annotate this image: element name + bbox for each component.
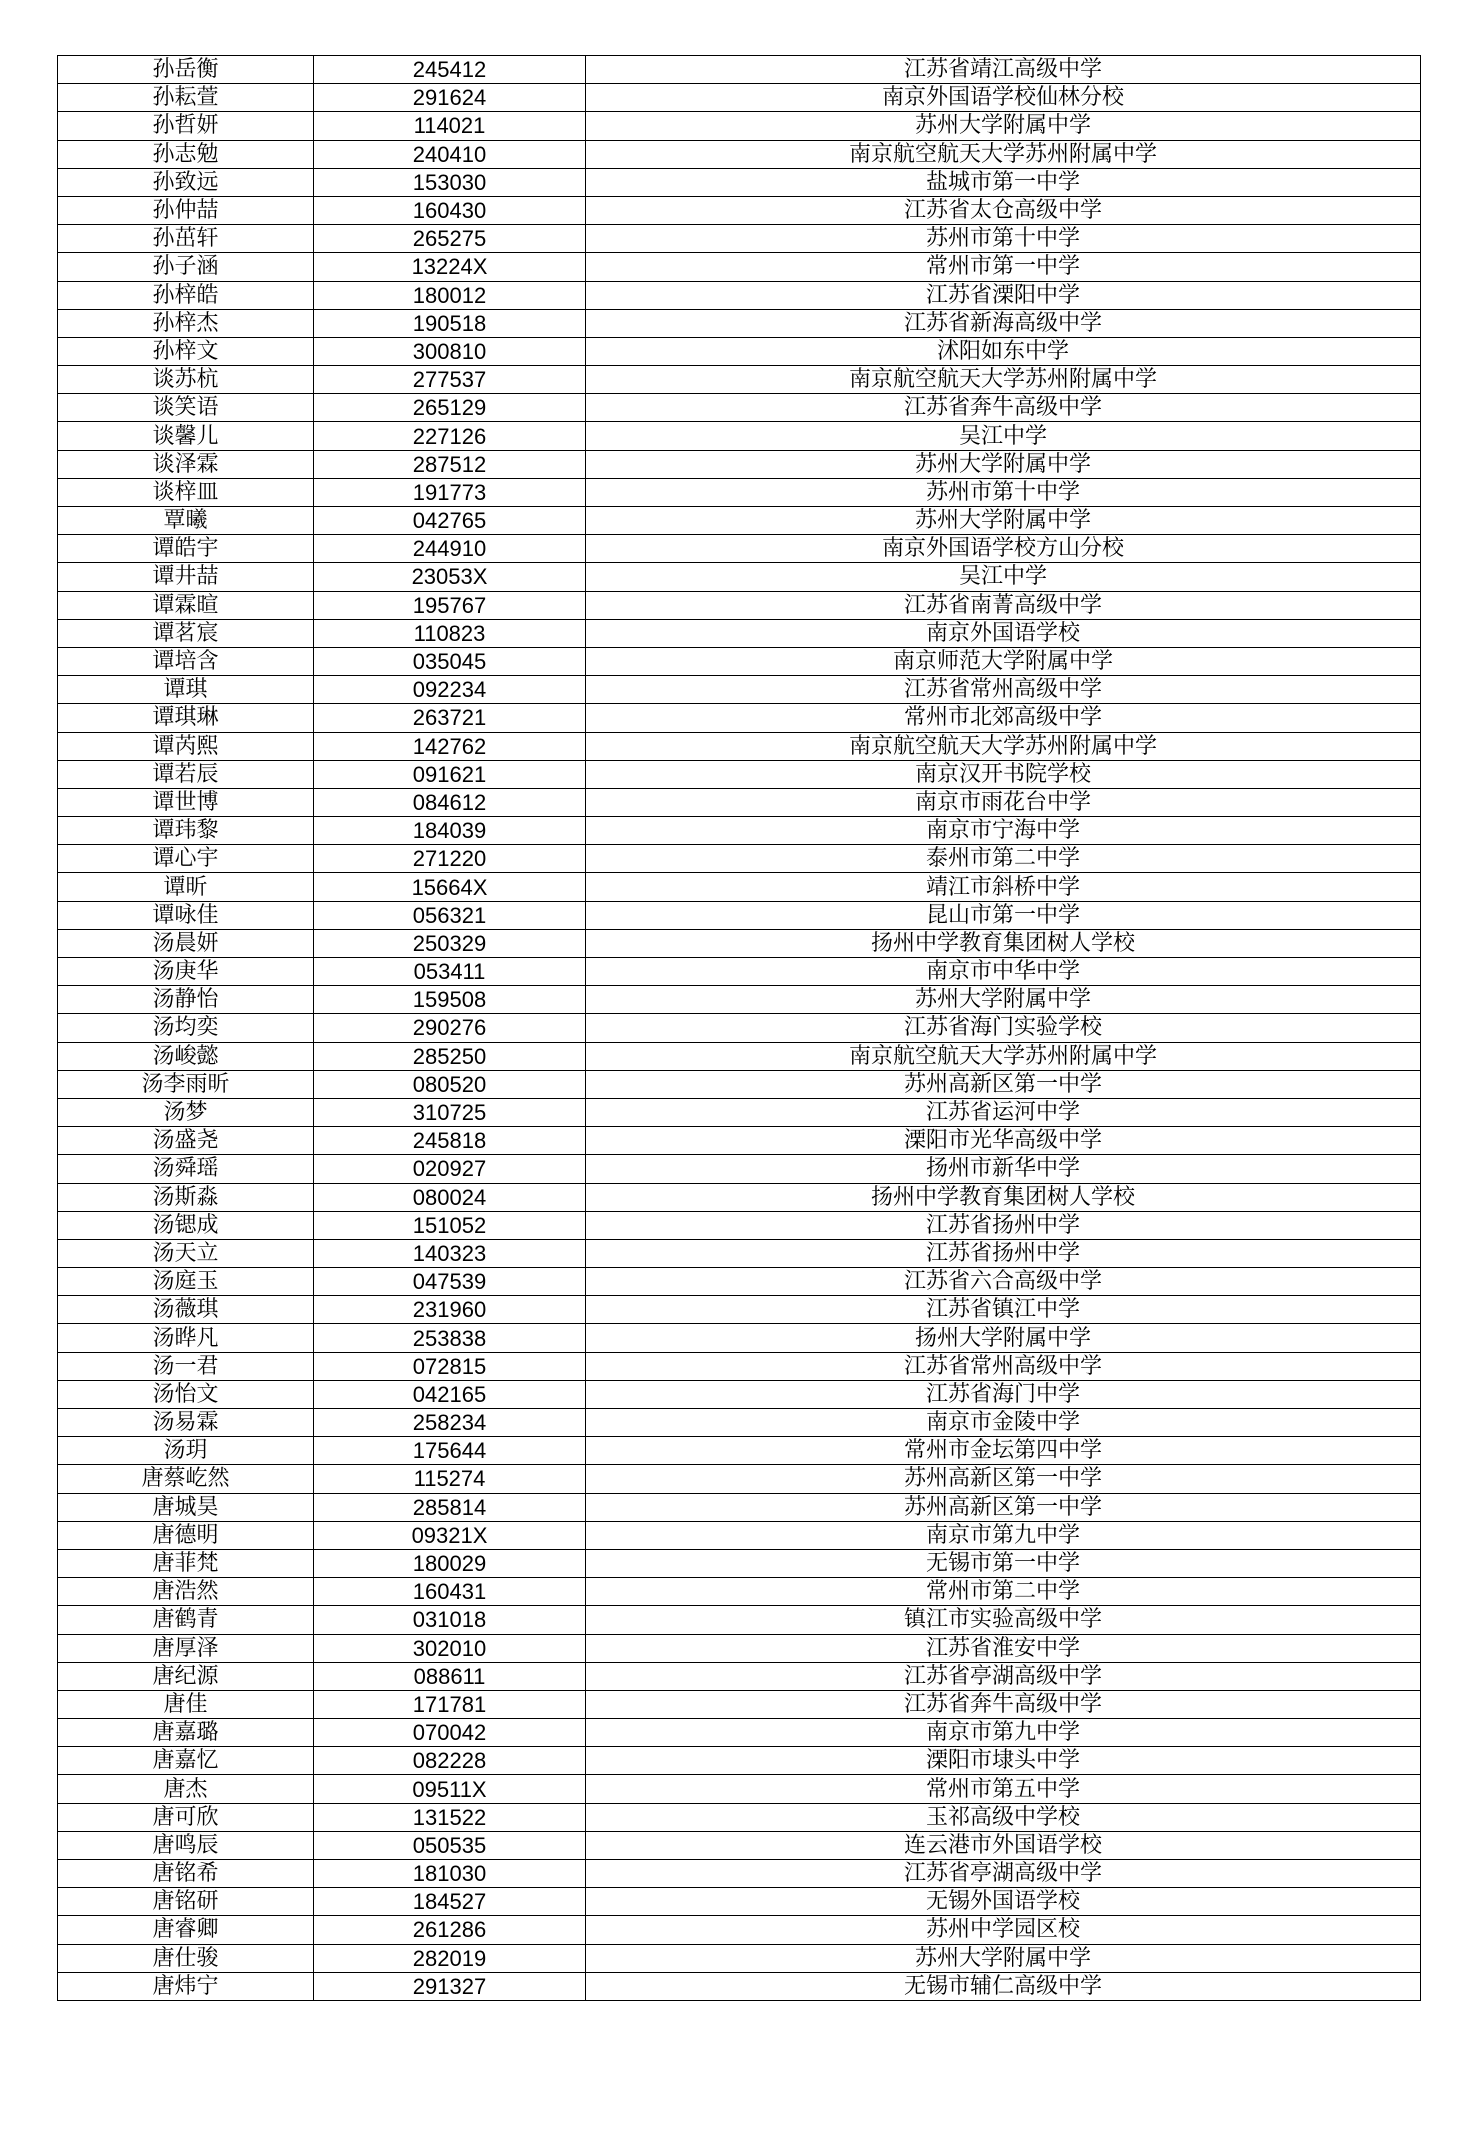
table-row: [58, 873, 1421, 901]
school-name-cell: 常州市第五中学: [586, 1775, 1421, 1803]
table-row: [58, 845, 1421, 873]
table-row: [58, 112, 1421, 140]
student-id-cell: 131522: [314, 1803, 586, 1831]
student-id-cell: 171781: [314, 1690, 586, 1718]
student-id-cell: 263721: [314, 704, 586, 732]
school-name-cell: 江苏省海门实验学校: [586, 1014, 1421, 1042]
student-name-cell: 汤庚华: [58, 958, 314, 986]
student-name-cell: 唐菲梵: [58, 1549, 314, 1577]
student-name-cell: 汤天立: [58, 1239, 314, 1267]
student-name-cell: 唐厚泽: [58, 1634, 314, 1662]
table-row: [58, 1296, 1421, 1324]
table-row: [58, 788, 1421, 816]
student-id-cell: 110823: [314, 619, 586, 647]
school-name-cell: 南京航空航天大学苏州附属中学: [586, 732, 1421, 760]
table-row: [58, 309, 1421, 337]
student-id-cell: 160430: [314, 196, 586, 224]
school-name-cell: 南京市雨花台中学: [586, 788, 1421, 816]
student-id-cell: 180029: [314, 1549, 586, 1577]
student-id-cell: 020927: [314, 1155, 586, 1183]
student-name-cell: 汤玥: [58, 1437, 314, 1465]
student-id-cell: 291624: [314, 84, 586, 112]
school-name-cell: 江苏省常州高级中学: [586, 1352, 1421, 1380]
student-name-cell: 汤盛尧: [58, 1127, 314, 1155]
student-id-cell: 190518: [314, 309, 586, 337]
school-name-cell: 江苏省溧阳中学: [586, 281, 1421, 309]
table-row: [58, 1324, 1421, 1352]
table-row: [58, 619, 1421, 647]
table-row: [58, 1578, 1421, 1606]
table-row: [58, 281, 1421, 309]
school-name-cell: 吴江中学: [586, 422, 1421, 450]
school-name-cell: 扬州市新华中学: [586, 1155, 1421, 1183]
table-row: [58, 422, 1421, 450]
school-name-cell: 镇江市实验高级中学: [586, 1606, 1421, 1634]
school-name-cell: 沭阳如东中学: [586, 337, 1421, 365]
table-row: [58, 1775, 1421, 1803]
school-name-cell: 江苏省靖江高级中学: [586, 56, 1421, 84]
table-row: [58, 1747, 1421, 1775]
student-name-cell: 孙梓杰: [58, 309, 314, 337]
school-name-cell: 苏州高新区第一中学: [586, 1070, 1421, 1098]
table-row: [58, 1098, 1421, 1126]
student-id-cell: 265275: [314, 225, 586, 253]
student-name-cell: 孙仲喆: [58, 196, 314, 224]
table-row: [58, 337, 1421, 365]
student-id-cell: 084612: [314, 788, 586, 816]
student-id-cell: 053411: [314, 958, 586, 986]
table-row: [58, 507, 1421, 535]
table-row: [58, 56, 1421, 84]
school-name-cell: 江苏省运河中学: [586, 1098, 1421, 1126]
table-row: [58, 1521, 1421, 1549]
table-row: [58, 704, 1421, 732]
table-row: [58, 563, 1421, 591]
school-name-cell: 南京外国语学校仙林分校: [586, 84, 1421, 112]
student-id-cell: 271220: [314, 845, 586, 873]
student-name-cell: 唐浩然: [58, 1578, 314, 1606]
student-id-cell: 231960: [314, 1296, 586, 1324]
table-row: [58, 1183, 1421, 1211]
student-name-cell: 汤薇琪: [58, 1296, 314, 1324]
school-name-cell: 无锡市第一中学: [586, 1549, 1421, 1577]
student-id-cell: 265129: [314, 394, 586, 422]
student-name-cell: 孙茁轩: [58, 225, 314, 253]
student-id-cell: 142762: [314, 732, 586, 760]
table-row: [58, 1155, 1421, 1183]
student-name-cell: 孙哲妍: [58, 112, 314, 140]
student-name-cell: 汤斯淼: [58, 1183, 314, 1211]
student-id-cell: 031018: [314, 1606, 586, 1634]
student-id-cell: 184527: [314, 1888, 586, 1916]
student-id-cell: 056321: [314, 901, 586, 929]
student-name-cell: 唐蔡屹然: [58, 1465, 314, 1493]
table-row: [58, 253, 1421, 281]
school-name-cell: 江苏省奔牛高级中学: [586, 394, 1421, 422]
school-name-cell: 江苏省扬州中学: [586, 1239, 1421, 1267]
table-row: [58, 647, 1421, 675]
student-id-cell: 240410: [314, 140, 586, 168]
student-name-cell: 谭井喆: [58, 563, 314, 591]
school-name-cell: 常州市第一中学: [586, 253, 1421, 281]
school-name-cell: 江苏省常州高级中学: [586, 676, 1421, 704]
table-row: [58, 676, 1421, 704]
school-name-cell: 常州市金坛第四中学: [586, 1437, 1421, 1465]
student-name-cell: 汤怡文: [58, 1380, 314, 1408]
student-name-cell: 唐鹤青: [58, 1606, 314, 1634]
school-name-cell: 江苏省六合高级中学: [586, 1268, 1421, 1296]
school-name-cell: 南京市宁海中学: [586, 817, 1421, 845]
student-id-cell: 245818: [314, 1127, 586, 1155]
school-name-cell: 盐城市第一中学: [586, 168, 1421, 196]
student-name-cell: 唐杰: [58, 1775, 314, 1803]
student-name-cell: 汤李雨昕: [58, 1070, 314, 1098]
student-name-cell: 唐睿卿: [58, 1916, 314, 1944]
school-name-cell: 连云港市外国语学校: [586, 1831, 1421, 1859]
school-name-cell: 溧阳市光华高级中学: [586, 1127, 1421, 1155]
table-row: [58, 1944, 1421, 1972]
student-id-cell: 261286: [314, 1916, 586, 1944]
school-name-cell: 江苏省亭湖高级中学: [586, 1662, 1421, 1690]
school-name-cell: 江苏省南菁高级中学: [586, 591, 1421, 619]
table-row: [58, 1831, 1421, 1859]
student-name-cell: 唐炜宁: [58, 1972, 314, 2000]
school-name-cell: 无锡市辅仁高级中学: [586, 1972, 1421, 2000]
student-id-cell: 23053X: [314, 563, 586, 591]
student-name-cell: 谭玮黎: [58, 817, 314, 845]
student-id-cell: 140323: [314, 1239, 586, 1267]
student-id-cell: 244910: [314, 535, 586, 563]
student-id-cell: 277537: [314, 366, 586, 394]
student-name-cell: 汤梦: [58, 1098, 314, 1126]
student-id-cell: 151052: [314, 1211, 586, 1239]
student-id-cell: 291327: [314, 1972, 586, 2000]
school-name-cell: 江苏省海门中学: [586, 1380, 1421, 1408]
table-row: [58, 1070, 1421, 1098]
table-row: [58, 140, 1421, 168]
school-name-cell: 苏州高新区第一中学: [586, 1465, 1421, 1493]
student-name-cell: 谭皓宇: [58, 535, 314, 563]
student-name-cell: 孙耘萱: [58, 84, 314, 112]
table-row: [58, 535, 1421, 563]
school-name-cell: 泰州市第二中学: [586, 845, 1421, 873]
school-name-cell: 苏州大学附属中学: [586, 112, 1421, 140]
student-name-cell: 谭咏佳: [58, 901, 314, 929]
student-id-cell: 153030: [314, 168, 586, 196]
table-row: [58, 478, 1421, 506]
student-name-cell: 汤易霖: [58, 1409, 314, 1437]
student-id-cell: 285814: [314, 1493, 586, 1521]
table-row: [58, 1409, 1421, 1437]
table-row: [58, 366, 1421, 394]
student-name-cell: 汤舜瑶: [58, 1155, 314, 1183]
school-name-cell: 江苏省镇江中学: [586, 1296, 1421, 1324]
student-name-cell: 唐城昊: [58, 1493, 314, 1521]
student-name-cell: 汤峻懿: [58, 1042, 314, 1070]
student-name-cell: 唐纪源: [58, 1662, 314, 1690]
table-row: [58, 394, 1421, 422]
school-name-cell: 苏州高新区第一中学: [586, 1493, 1421, 1521]
student-name-cell: 唐嘉璐: [58, 1719, 314, 1747]
table-row: [58, 732, 1421, 760]
school-name-cell: 南京市金陵中学: [586, 1409, 1421, 1437]
table-row: [58, 901, 1421, 929]
table-row: [58, 1888, 1421, 1916]
student-name-cell: 谭心宇: [58, 845, 314, 873]
school-name-cell: 南京航空航天大学苏州附属中学: [586, 140, 1421, 168]
student-name-cell: 谭昕: [58, 873, 314, 901]
student-name-cell: 汤一君: [58, 1352, 314, 1380]
school-name-cell: 南京市第九中学: [586, 1521, 1421, 1549]
school-name-cell: 苏州大学附属中学: [586, 507, 1421, 535]
school-name-cell: 扬州中学教育集团树人学校: [586, 1183, 1421, 1211]
table-row: [58, 1803, 1421, 1831]
student-name-cell: 谈苏杭: [58, 366, 314, 394]
student-id-cell: 175644: [314, 1437, 586, 1465]
table-row: [58, 1014, 1421, 1042]
school-name-cell: 苏州市第十中学: [586, 225, 1421, 253]
student-id-cell: 180012: [314, 281, 586, 309]
school-name-cell: 溧阳市埭头中学: [586, 1747, 1421, 1775]
school-name-cell: 常州市第二中学: [586, 1578, 1421, 1606]
student-id-cell: 253838: [314, 1324, 586, 1352]
student-id-cell: 287512: [314, 450, 586, 478]
student-name-cell: 谭茗宸: [58, 619, 314, 647]
student-id-cell: 042765: [314, 507, 586, 535]
student-name-cell: 汤晨妍: [58, 929, 314, 957]
table-row: [58, 1860, 1421, 1888]
school-name-cell: 江苏省奔牛高级中学: [586, 1690, 1421, 1718]
student-id-cell: 258234: [314, 1409, 586, 1437]
table-row: [58, 1916, 1421, 1944]
student-id-cell: 285250: [314, 1042, 586, 1070]
table-row: [58, 817, 1421, 845]
student-name-cell: 谭芮熙: [58, 732, 314, 760]
school-name-cell: 苏州大学附属中学: [586, 450, 1421, 478]
student-id-cell: 227126: [314, 422, 586, 450]
table-row: [58, 1606, 1421, 1634]
student-id-cell: 114021: [314, 112, 586, 140]
school-name-cell: 苏州大学附属中学: [586, 986, 1421, 1014]
school-name-cell: 苏州大学附属中学: [586, 1944, 1421, 1972]
student-id-cell: 035045: [314, 647, 586, 675]
student-name-cell: 唐德明: [58, 1521, 314, 1549]
student-name-cell: 唐嘉忆: [58, 1747, 314, 1775]
school-name-cell: 南京师范大学附属中学: [586, 647, 1421, 675]
student-name-cell: 孙梓皓: [58, 281, 314, 309]
table-row: [58, 1549, 1421, 1577]
student-id-cell: 310725: [314, 1098, 586, 1126]
student-id-cell: 302010: [314, 1634, 586, 1662]
school-name-cell: 江苏省太仓高级中学: [586, 196, 1421, 224]
student-id-cell: 080520: [314, 1070, 586, 1098]
table-row: [58, 450, 1421, 478]
roster-table-body: [58, 56, 1421, 2001]
school-name-cell: 扬州中学教育集团树人学校: [586, 929, 1421, 957]
table-row: [58, 1211, 1421, 1239]
student-id-cell: 050535: [314, 1831, 586, 1859]
student-id-cell: 13224X: [314, 253, 586, 281]
table-row: [58, 591, 1421, 619]
table-row: [58, 760, 1421, 788]
student-name-cell: 谭若辰: [58, 760, 314, 788]
student-name-cell: 孙子涵: [58, 253, 314, 281]
table-row: [58, 1352, 1421, 1380]
table-row: [58, 1437, 1421, 1465]
student-name-cell: 汤均奕: [58, 1014, 314, 1042]
school-name-cell: 南京外国语学校方山分校: [586, 535, 1421, 563]
student-id-cell: 09511X: [314, 1775, 586, 1803]
student-name-cell: 谈馨儿: [58, 422, 314, 450]
table-row: [58, 1042, 1421, 1070]
student-name-cell: 谈泽霖: [58, 450, 314, 478]
school-name-cell: 南京外国语学校: [586, 619, 1421, 647]
school-name-cell: 昆山市第一中学: [586, 901, 1421, 929]
student-name-cell: 唐仕骏: [58, 1944, 314, 1972]
student-id-cell: 070042: [314, 1719, 586, 1747]
school-name-cell: 南京航空航天大学苏州附属中学: [586, 366, 1421, 394]
student-id-cell: 160431: [314, 1578, 586, 1606]
student-name-cell: 唐铭研: [58, 1888, 314, 1916]
school-name-cell: 南京航空航天大学苏州附属中学: [586, 1042, 1421, 1070]
roster-sheet: [57, 55, 1420, 2001]
table-row: [58, 196, 1421, 224]
school-name-cell: 靖江市斜桥中学: [586, 873, 1421, 901]
table-row: [58, 986, 1421, 1014]
school-name-cell: 苏州市第十中学: [586, 478, 1421, 506]
student-id-cell: 091621: [314, 760, 586, 788]
student-id-cell: 250329: [314, 929, 586, 957]
table-row: [58, 1239, 1421, 1267]
school-name-cell: 扬州大学附属中学: [586, 1324, 1421, 1352]
student-id-cell: 088611: [314, 1662, 586, 1690]
student-name-cell: 唐铭希: [58, 1860, 314, 1888]
student-name-cell: 唐佳: [58, 1690, 314, 1718]
table-row: [58, 929, 1421, 957]
school-name-cell: 吴江中学: [586, 563, 1421, 591]
table-row: [58, 1634, 1421, 1662]
school-name-cell: 南京市中华中学: [586, 958, 1421, 986]
school-name-cell: 南京汉开书院学校: [586, 760, 1421, 788]
school-name-cell: 南京市第九中学: [586, 1719, 1421, 1747]
school-name-cell: 江苏省亭湖高级中学: [586, 1860, 1421, 1888]
student-name-cell: 孙岳衡: [58, 56, 314, 84]
student-name-cell: 孙志勉: [58, 140, 314, 168]
student-name-cell: 孙梓文: [58, 337, 314, 365]
student-id-cell: 042165: [314, 1380, 586, 1408]
school-name-cell: 江苏省扬州中学: [586, 1211, 1421, 1239]
table-row: [58, 958, 1421, 986]
table-row: [58, 1719, 1421, 1747]
table-row: [58, 1268, 1421, 1296]
student-name-cell: 谭琪琳: [58, 704, 314, 732]
student-name-cell: 汤晔凡: [58, 1324, 314, 1352]
student-id-cell: 245412: [314, 56, 586, 84]
student-id-cell: 115274: [314, 1465, 586, 1493]
student-name-cell: 谈梓皿: [58, 478, 314, 506]
school-name-cell: 无锡外国语学校: [586, 1888, 1421, 1916]
school-name-cell: 苏州中学园区校: [586, 1916, 1421, 1944]
student-name-cell: 谭世博: [58, 788, 314, 816]
student-name-cell: 谭琪: [58, 676, 314, 704]
table-row: [58, 1690, 1421, 1718]
table-row: [58, 225, 1421, 253]
table-row: [58, 1662, 1421, 1690]
student-name-cell: 孙致远: [58, 168, 314, 196]
student-id-cell: 159508: [314, 986, 586, 1014]
table-row: [58, 1465, 1421, 1493]
student-id-cell: 15664X: [314, 873, 586, 901]
table-row: [58, 1493, 1421, 1521]
student-name-cell: 谈笑语: [58, 394, 314, 422]
table-row: [58, 84, 1421, 112]
student-name-cell: 汤庭玉: [58, 1268, 314, 1296]
school-name-cell: 江苏省淮安中学: [586, 1634, 1421, 1662]
student-id-cell: 184039: [314, 817, 586, 845]
student-id-cell: 092234: [314, 676, 586, 704]
table-row: [58, 1972, 1421, 2000]
student-name-cell: 汤静怡: [58, 986, 314, 1014]
student-id-cell: 300810: [314, 337, 586, 365]
student-name-cell: 谭霖暄: [58, 591, 314, 619]
table-row: [58, 168, 1421, 196]
student-name-cell: 唐可欣: [58, 1803, 314, 1831]
student-id-cell: 191773: [314, 478, 586, 506]
student-id-cell: 047539: [314, 1268, 586, 1296]
table-row: [58, 1380, 1421, 1408]
student-id-cell: 072815: [314, 1352, 586, 1380]
student-id-cell: 09321X: [314, 1521, 586, 1549]
student-id-cell: 080024: [314, 1183, 586, 1211]
student-id-cell: 290276: [314, 1014, 586, 1042]
student-id-cell: 082228: [314, 1747, 586, 1775]
roster-table: [57, 55, 1421, 2001]
school-name-cell: 常州市北郊高级中学: [586, 704, 1421, 732]
student-id-cell: 282019: [314, 1944, 586, 1972]
student-id-cell: 181030: [314, 1860, 586, 1888]
student-name-cell: 覃曦: [58, 507, 314, 535]
student-name-cell: 谭培含: [58, 647, 314, 675]
school-name-cell: 玉祁高级中学校: [586, 1803, 1421, 1831]
student-id-cell: 195767: [314, 591, 586, 619]
student-name-cell: 唐鸣辰: [58, 1831, 314, 1859]
school-name-cell: 江苏省新海高级中学: [586, 309, 1421, 337]
student-name-cell: 汤锶成: [58, 1211, 314, 1239]
table-row: [58, 1127, 1421, 1155]
